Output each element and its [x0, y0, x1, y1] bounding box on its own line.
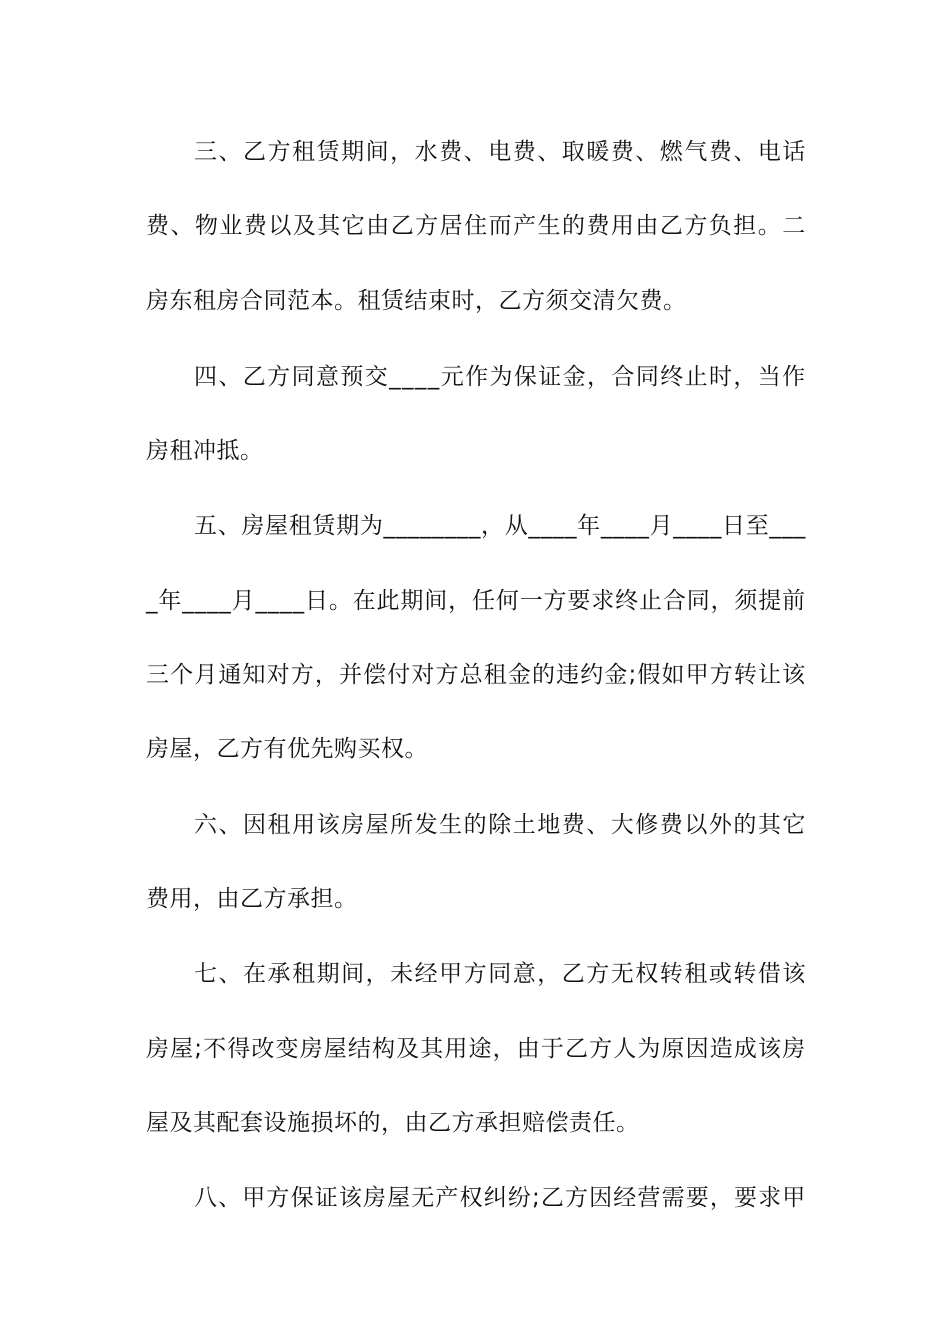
- paragraph-4-line-2: 房租冲抵。: [146, 438, 264, 464]
- paragraph-7-line-2: 房 屋 ; 不 得 改 变 房 屋 结 构 及 其 用 途 ， 由 于 乙 方 人 为 原 因 造 成 该 房: [146, 1036, 806, 1062]
- paragraph-4-line-1: 四 、 乙 方 同 意 预 交 _ _ _ _ 元 作 为 保 证 金 ， 合 同 终 止 时 ， 当 作: [194, 364, 806, 390]
- paragraph-5-line-1: 五 、 房 屋 租 赁 期 为 _ _ _ _ _ _ _ _ ， 从 _ _ _ _ 年 _ _ _ _ 月 _ _ _ _ 日 至 _ _ _: [194, 513, 806, 539]
- paragraph-7-line-1: 七 、 在 承 租 期 间 ， 未 经 甲 方 同 意 ， 乙 方 无 权 转 租 或 转 借 该: [194, 961, 806, 987]
- paragraph-6-line-2: 费用，由乙方承担。: [146, 886, 358, 912]
- paragraph-6-line-1: 六 、 因 租 用 该 房 屋 所 发 生 的 除 土 地 费 、 大 修 费 以 外 的 其 它: [194, 812, 806, 838]
- paragraph-8-line-1: 八 、 甲 方 保 证 该 房 屋 无 产 权 纠 纷 ; 乙 方 因 经 营 需 要 ， 要 求 甲: [194, 1185, 806, 1211]
- paragraph-5-line-4: 房屋，乙方有优先购买权。: [146, 736, 428, 762]
- paragraph-3-line-1: 三 、 乙 方 租 赁 期 间 ， 水 费 、 电 费 、 取 暖 费 、 燃 气 费 、 电 话: [194, 139, 806, 165]
- paragraph-5-line-2: _ 年 _ _ _ _ 月 _ _ _ _ 日 。 在 此 期 间 ， 任 何 一 方 要 求 终 止 合 同 ， 须 提 前: [146, 588, 806, 614]
- paragraph-5-line-3: 三 个 月 通 知 对 方 ， 并 偿 付 对 方 总 租 金 的 违 约 金 ; 假 如 甲 方 转 让 该: [146, 662, 806, 688]
- paragraph-3-line-2: 费 、 物 业 费 以 及 其 它 由 乙 方 居 住 而 产 生 的 费 用 由 乙 方 负 担 。 二: [146, 213, 806, 239]
- paragraph-7-line-3: 屋及其配套设施损坏的，由乙方承担赔偿责任。: [146, 1110, 640, 1136]
- paragraph-3-line-3: 房东租房合同范本。租赁结束时，乙方须交清欠费。: [146, 288, 687, 314]
